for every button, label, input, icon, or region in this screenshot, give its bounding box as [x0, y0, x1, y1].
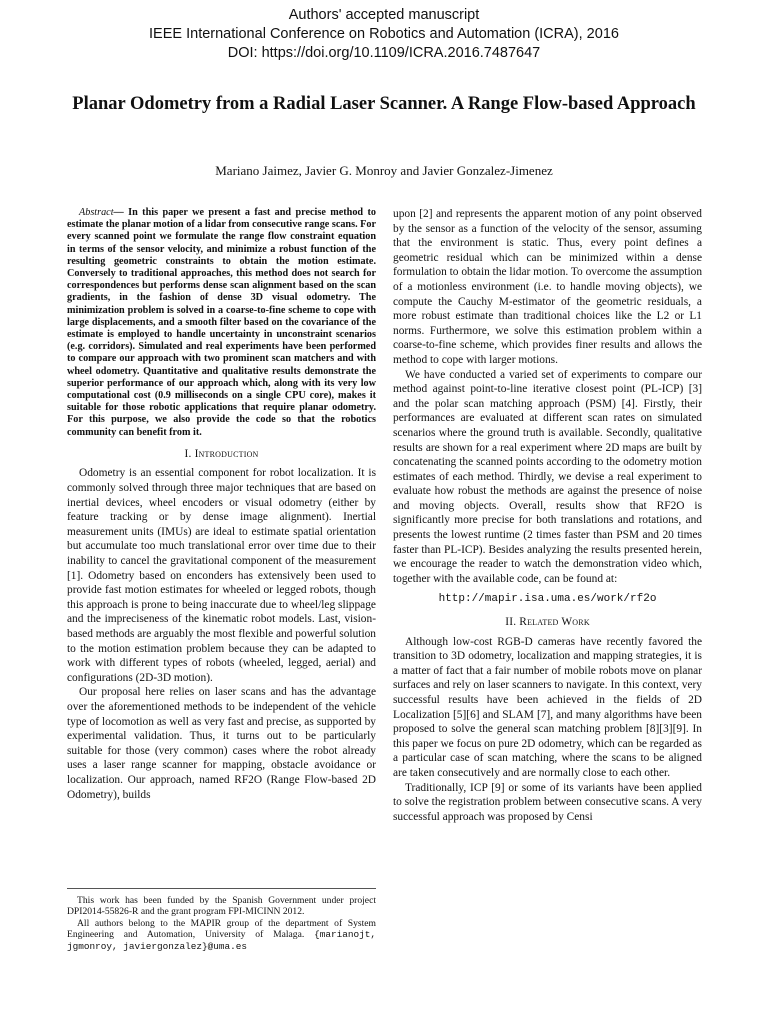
paragraph: Our proposal here relies on laser scans and has the advantage over the aforementioned methods to be independent of the vehicle type of locomotion as well as very fast and precise, as supported by experimental validation. Thus, it turns out to be particularly suitable for those (very common) cases where the robot already uses a laser range scanner for mapping, obstacle avoidance or localization. Our approach, named RF2O (Range Flow-based 2D Odometry), builds [67, 686, 376, 801]
footnote-affiliation [67, 918, 376, 952]
manuscript-status: Authors' accepted manuscript [288, 7, 480, 23]
section-number: II. [505, 616, 520, 629]
left-column [67, 207, 376, 802]
section-heading-introduction [67, 447, 376, 462]
paragraph: We have conducted a varied set of experiments to compare our method against point-to-line iterative closest point (PL-ICP) [3] and the polar scan matching approach (PSM) [4]. Firstly, their performances are evaluated at different scan rates on simulated scenarios where the ground truth is available. Secondly, qualitative results are shown for a real experiment where 2D maps are built by concatenating the scanned points according to the odometry motion estimates of each method. Thirdly, we devise a real experiment to evaluate how robust the methods are against the presence of noise and moving objects. Overall, results show that RF2O is significantly more precise for both translations and rotations, and presents the lowest runtime (2 times faster than PSM and 20 times faster than PL-ICP). Besides analyzing the results presented herein, we encourage the reader to watch the demonstration video which, together with the available code, can be found at: [393, 368, 702, 585]
author-emails[interactable]: {marianojt, jgmonroy, javiergonzalez}@uma.es [67, 929, 376, 952]
paragraph: Traditionally, ICP [9] or some of its variants have been applied to solve the registration problem between consecutive scans. A very successful approach was proposed by Censi [393, 781, 702, 823]
section-number: I. [184, 447, 195, 460]
section-title: Related Work [519, 616, 590, 629]
right-column [393, 207, 702, 824]
code-url[interactable]: http://mapir.isa.uma.es/work/rf2o [438, 593, 657, 606]
footnote-funding: This work has been funded by the Spanish Government under project DPI2014-55826-R and the grant program FPI-MICINN 2012. [67, 895, 376, 918]
doi-link[interactable]: DOI: https://doi.org/10.1109/ICRA.2016.7487647 [227, 45, 541, 61]
abstract-label: Abstract [79, 207, 114, 218]
conference-name: IEEE International Conference on Robotics and Automation (ICRA), 2016 [149, 26, 619, 42]
manuscript-header [0, 6, 768, 63]
footnote-affiliation-text: All authors belong to the MAPIR group of the department of System Engineering and Automation, University of Malaga. [67, 917, 376, 941]
abstract-dash: — [113, 207, 129, 218]
abstract-text: In this paper we present a fast and precise method to estimate the planar motion of a lidar from consecutive range scans. For every scanned point we formulate the range flow constraint equation in terms of the sensor velocity, and minimize a robust function of the resulting geometric constraints to obtain the motion estimate. Conversely to traditional approaches, this method does not search for correspondences but performs dense scan alignment based on the scan gradients, in the fashion of dense 3D visual odometry. The minimization problem is solved in a coarse-to-fine scheme to cope with large displacements, and a smooth filter based on the covariance of the estimate is employed to handle uncertainty in unconstraint scenarios (e.g. corridors). Simulated and real experiments have been performed to compare our approach with two prominent scan matchers and with wheel odometry. Quantitative and qualitative results demonstrate the superior performance of our approach which, along with its very low computational cost (0.9 milliseconds on a single CPU core), makes it suitable for those robotic applications that require planar odometry. For this purpose, we also provide the code so that the robotics community can benefit from it. [67, 207, 377, 438]
section-title: Introduction [194, 447, 259, 460]
paragraph: Odometry is an essential component for robot localization. It is commonly solved through three major techniques that are based on inertial devices, wheel encoders or visual odometry (either by feature tracking or by dense image alignment). Inertial measurement units (IMUs) are ideal to estimate spatial orientation but accumulate too much translational error over time due to their inability to cancel the gravitational component of the measurement [1]. Odometry based on enconders has extensively been used to provide fast motion estimates for wheeled or legged robots, though this approach is prone to being inaccurate due to wheel/leg slippage and the impreciseness of the kinematic robot models. Last, vision-based methods are arguably the most flexible and powerful solution to the motion estimation problem because they can be adapted to work with different types of robots (wheeled, legged, aerial) and configurations (2D-3D motion). [67, 467, 376, 684]
paper-title: Planar Odometry from a Radial Laser Scanner. A Range Flow-based Approach [72, 94, 696, 114]
footnotes [67, 888, 376, 952]
paper-authors: Mariano Jaimez, Javier G. Monroy and Javier Gonzalez-Jimenez [215, 163, 553, 178]
paragraph: Although low-cost RGB-D cameras have recently favored the transition to 3D odometry, localization and mapping strategies, it is a matter of fact that a fair number of mobile robots move on planar surfaces and rely on laser scanners to navigate. In this context, very successful results have been achieved in the fields of 2D Localization [5][6] and SLAM [7], and many algorithms have been proposed to solve the general scan matching problem [8][3][9]. In this paper we focus on pure 2D odometry, which can be regarded as a particular case of scan matching, where the scans to be aligned are taken consecutively and are normally close to each other. [393, 635, 702, 779]
section-heading-related-work [393, 615, 702, 630]
abstract [67, 207, 376, 439]
paragraph: upon [2] and represents the apparent motion of any point observed by the sensor as a function of the velocity of the sensor, assuming that the environment is static. Thus, every point defines a geometric residual which can be minimized within a dense formulation to obtain the lidar motion. To overcome the assumption of a motionless environment (i.e. to handle moving objects), we compute the Cauchy M-estimator of the geometric residuals, a more robust estimate than traditional choices like the L2 or L1 norms. Furthermore, we solve this estimation problem within a coarse-to-fine scheme, which provides finer results and allows the method to cope with larger motions. [393, 208, 703, 366]
